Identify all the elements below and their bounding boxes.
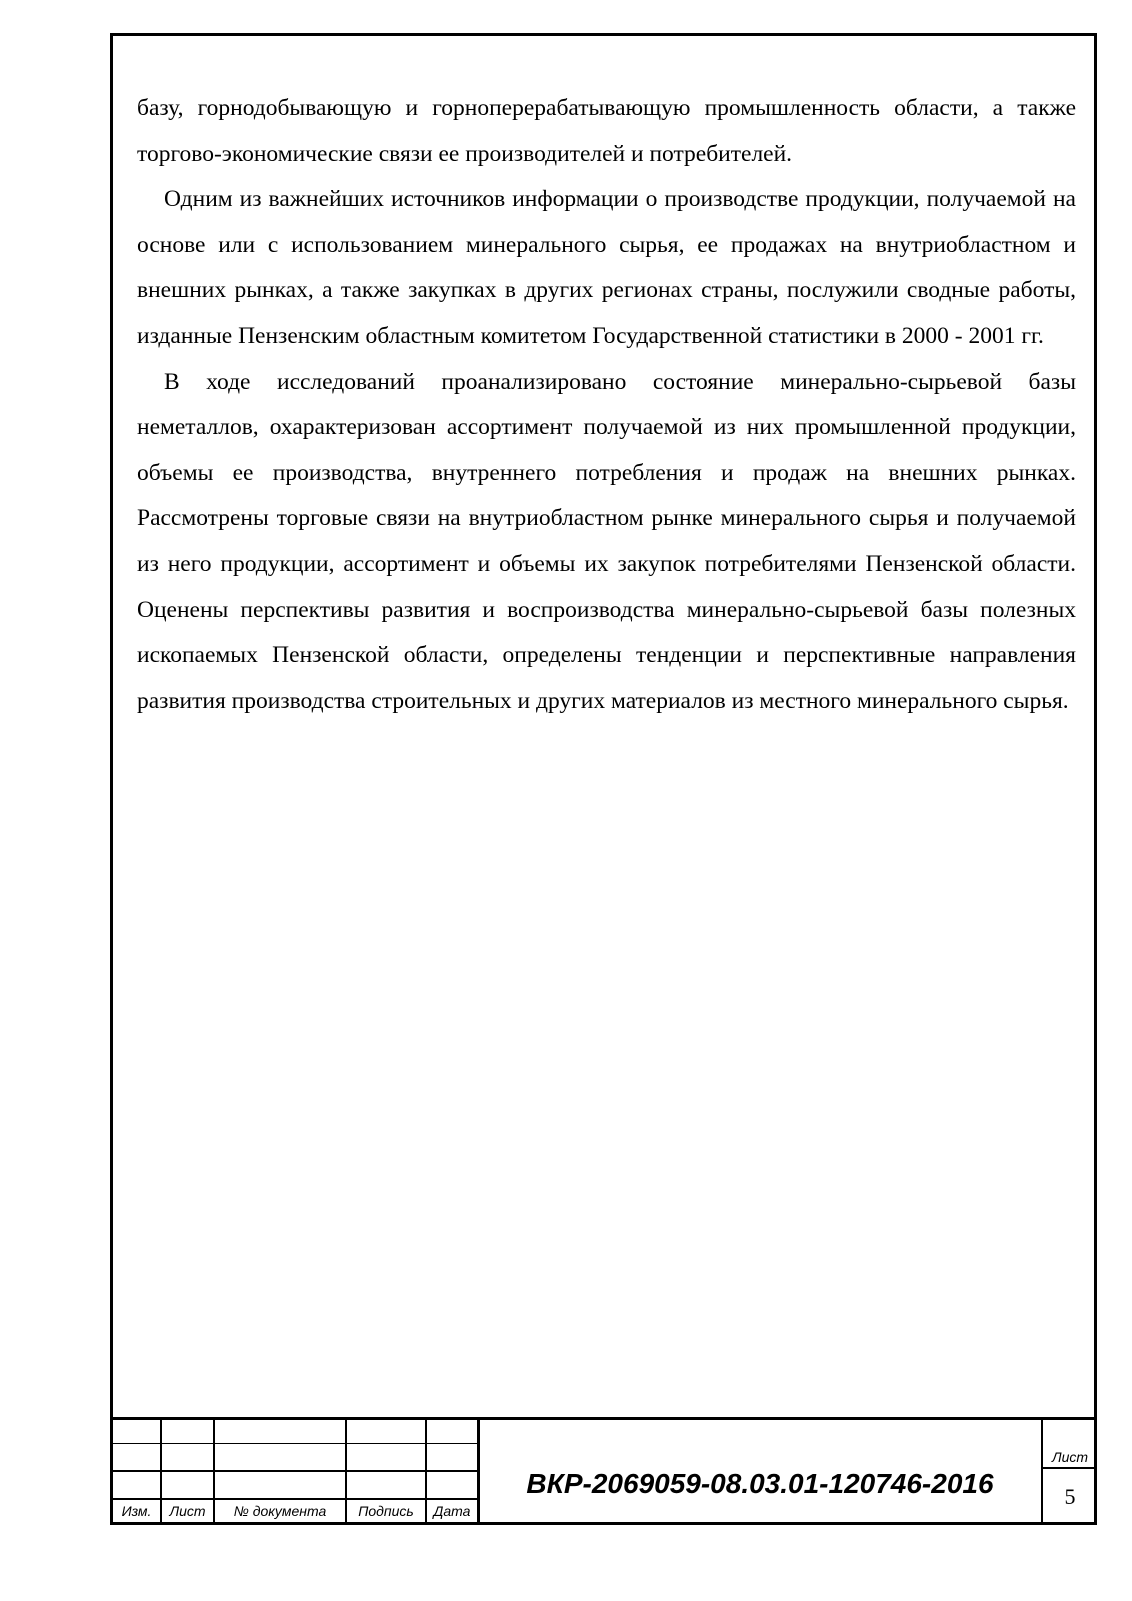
stamp-label-doc-number: № документа	[233, 1503, 327, 1519]
stamp-hline-2	[110, 1470, 479, 1472]
sheet-label: Лист	[1051, 1449, 1089, 1465]
paragraph-2: Одним из важнейших источников информации о производстве продукции, получаемой на основе или с использованием минерального сырья, ее продажах на внутриобластном и внешних рынках, а также закупках в других регионах страны, послужили сводные работы, изданные Пензенским областным комитетом Государственной статистики в 2000 - 2001 гг.	[137, 186, 1076, 349]
stamp-hline-1	[110, 1443, 479, 1444]
stamp-top-line	[110, 1417, 1097, 1420]
paragraph-3: В ходе исследований проанализировано состояние минерально-сырьевой базы неметаллов, охарактеризован ассортимент получаемой из них промышленной продукции, объемы ее производства, внутреннего потребления и продаж на внешних рынках. Рассмотрены торговые связи на внутриобластном рынке минерального сырья и получаемой из него продукции, ассортимент и объемы их закупок потребителями Пензенской области. Оценены перспективы развития и воспроизводства минерально-сырьевой базы полезных ископаемых Пензенской области, определены тенденции и перспективные направления развития производства строительных и других материалов из местного минерального сырья.	[137, 368, 1076, 714]
document-body	[137, 86, 1076, 724]
document-code: ВКР-2069059-08.03.01-120746-2016	[526, 1468, 994, 1499]
stamp-label-list: Лист	[169, 1503, 206, 1519]
paragraph-1: базу, горнодобывающую и горноперерабатывающую промышленность области, а также торгово-экономические связи ее производителей и потребителей.	[137, 95, 1076, 167]
stamp-label-date: Дата	[433, 1503, 471, 1519]
stamp-label-signature: Подпись	[358, 1503, 414, 1519]
sheet-number: 5	[1064, 1484, 1076, 1509]
stamp-label-izm: Изм.	[121, 1503, 152, 1519]
